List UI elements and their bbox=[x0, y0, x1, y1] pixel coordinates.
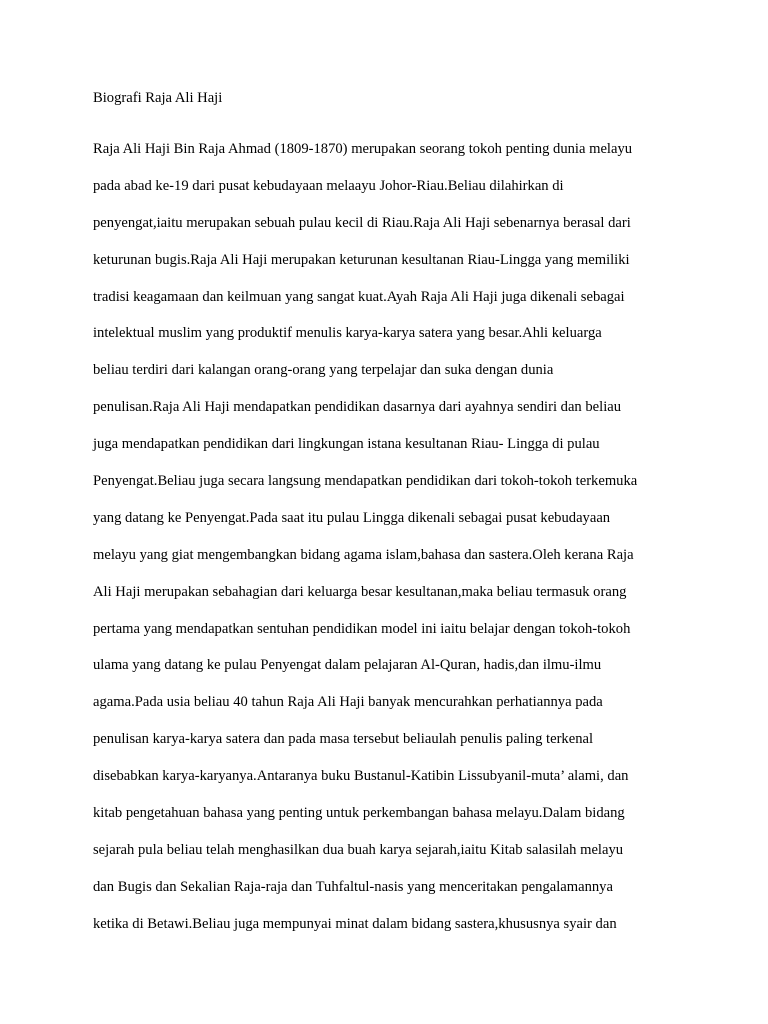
body-line: kitab pengetahuan bahasa yang penting untuk perkembangan bahasa melayu.Dalam bidang bbox=[93, 805, 625, 822]
body-line: agama.Pada usia beliau 40 tahun Raja Ali Haji banyak mencurahkan perhatiannya pada bbox=[93, 694, 603, 711]
body-line: penulisan.Raja Ali Haji mendapatkan pendidikan dasarnya dari ayahnya sendiri dan beliau bbox=[93, 399, 622, 416]
body-line: pertama yang mendapatkan sentuhan pendidikan model ini iaitu belajar dengan tokoh-tokoh bbox=[93, 620, 631, 637]
document-title: Biografi Raja Ali Haji bbox=[93, 90, 223, 106]
body-line: juga mendapatkan pendidikan dari lingkungan istana kesultanan Riau- Lingga di pulau bbox=[93, 436, 600, 453]
body-line: ketika di Betawi.Beliau juga mempunyai minat dalam bidang sastera,khususnya syair dan bbox=[93, 915, 617, 932]
body-line: pada abad ke-19 dari pusat kebudayaan melaayu Johor-Riau.Beliau dilahirkan di bbox=[93, 177, 564, 194]
body-line: Penyengat.Beliau juga secara langsung mendapatkan pendidikan dari tokoh-tokoh terkemuka bbox=[93, 473, 638, 490]
body-line: yang datang ke Penyengat.Pada saat itu pulau Lingga dikenali sebagai pusat kebudayaan bbox=[93, 509, 611, 526]
document-body bbox=[93, 139, 693, 951]
body-line: ulama yang datang ke pulau Penyengat dalam pelajaran Al-Quran, hadis,dan ilmu-ilmu bbox=[93, 657, 602, 674]
body-line: disebabkan karya-karyanya.Antaranya buku Bustanul-Katibin Lissubyanil-muta’ alami, dan bbox=[93, 768, 629, 785]
body-line: beliau terdiri dari kalangan orang-orang yang terpelajar dan suka dengan dunia bbox=[93, 362, 554, 379]
body-line: keturunan bugis.Raja Ali Haji merupakan keturunan kesultanan Riau-Lingga yang memiliki bbox=[93, 251, 630, 268]
body-line: Ali Haji merupakan sebahagian dari keluarga besar kesultanan,maka beliau termasuk orang bbox=[93, 583, 627, 600]
body-line: dan Bugis dan Sekalian Raja-raja dan Tuhfaltul-nasis yang menceritakan pengalamannya bbox=[93, 878, 613, 895]
body-line: intelektual muslim yang produktif menulis karya-karya satera yang besar.Ahli keluarga bbox=[93, 325, 602, 342]
body-line: penyengat,iaitu merupakan sebuah pulau kecil di Riau.Raja Ali Haji sebenarnya berasal dari bbox=[93, 214, 631, 231]
body-line: Raja Ali Haji Bin Raja Ahmad (1809-1870) merupakan seorang tokoh penting dunia melayu bbox=[93, 141, 633, 157]
body-line: sejarah pula beliau telah menghasilkan dua buah karya sejarah,iaitu Kitab salasilah melayu bbox=[93, 841, 624, 858]
body-line: melayu yang giat mengembangkan bidang agama islam,bahasa dan sastera.Oleh kerana Raja bbox=[93, 546, 634, 563]
body-line: penulisan karya-karya satera dan pada masa tersebut beliaulah penulis paling terkenal bbox=[93, 731, 594, 748]
body-line: tradisi keagamaan dan keilmuan yang sangat kuat.Ayah Raja Ali Haji juga dikenali sebagai bbox=[93, 288, 625, 305]
